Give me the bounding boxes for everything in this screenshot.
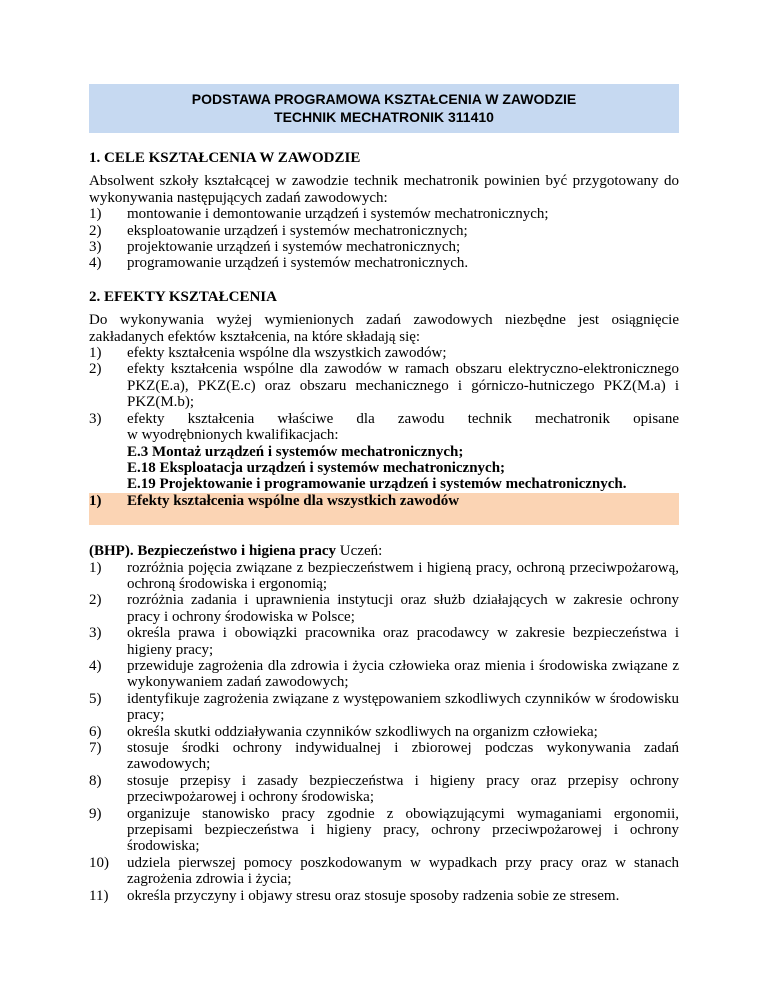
section1-list [89, 206, 679, 272]
list-item: 3) efekty kształcenia właściwe dla zawodu technik mechatronik opisane w wyodrębnionych kwalifikacjach: [89, 410, 679, 444]
list-item: 1) montowanie i demontowanie urządzeń i systemów mechatronicznych; [89, 206, 549, 223]
qualification-e18: E.18 Eksploatacja urządzeń i systemów mechatronicznych; [127, 459, 506, 476]
list-item: 9) organizuje stanowisko pracy zgodnie z obowiązującymi wymaganiami ergonomii, przepisami bezpieczeństwa i higieny pracy, ochrony przeciwpożarowej i ochrony środowiska; [89, 805, 679, 855]
list-item: 3) określa prawa i obowiązki pracownika oraz pracodawcy w zakresie bezpieczeństwa i higieny pracy; [89, 625, 679, 658]
list-item: 2) rozróżnia zadania i uprawnienia instytucji oraz służb działających w zakresie ochrony pracy i ochrony środowiska w Polsce; [89, 592, 679, 625]
list-item: 2) efekty kształcenia wspólne dla zawodów w ramach obszaru elektryczno-elektronicznego PKZ(E.a), PKZ(E.c) oraz obszaru mechanicznego i górniczo-hutniczego PKZ(M.a) i PKZ(M.b); [89, 361, 679, 411]
list-item: 10) udziela pierwszej pomocy poszkodowanym w wypadkach przy pracy oraz w stanach zagrożenia zdrowia i życia; [89, 854, 679, 888]
list-item: 6) określa skutki oddziaływania czynników szkodliwych na organizm człowieka; [89, 723, 598, 740]
header-title-line1: PODSTAWA PROGRAMOWA KSZTAŁCENIA W ZAWODZIE [191, 91, 577, 107]
list-item: 8) stosuje przepisy i zasady bezpieczeństwa i higieny pracy oraz przepisy ochrony przeciwpożarowej i ochrony środowiska; [89, 772, 679, 806]
section1-title: 1. CELE KSZTAŁCENIA W ZAWODZIE [89, 150, 361, 166]
section2-title: 2. EFEKTY KSZTAŁCENIA [89, 288, 277, 305]
list-item: 1) rozróżnia pojęcia związane z bezpieczeństwem i higieną pracy, ochroną przeciwpożarową, ochroną środowiska i ergonomią; [89, 559, 679, 592]
section2-intro: Do wykonywania wyżej wymienionych zadań zawodowych niezbędne jest osiągnięcie zakładanych efektów kształcenia, na które składają się: [89, 312, 679, 345]
section2-list [89, 345, 679, 443]
list-item: 5) identyfikuje zagrożenia związane z występowaniem szkodliwych czynników w środowisku pracy; [89, 690, 679, 724]
list-item: 11) określa przyczyny i objawy stresu oraz stosuje sposoby radzenia sobie ze stresem. [89, 887, 620, 904]
highlighted-subheading: 1) Efekty kształcenia wspólne dla wszystkich zawodów [89, 493, 679, 525]
document-page [89, 84, 679, 904]
qualification-e3: E.3 Montaż urządzeń i systemów mechatronicznych; [127, 443, 464, 460]
bhp-list [89, 560, 679, 905]
list-item: 1) efekty kształcenia wspólne dla wszystkich zawodów; [89, 345, 447, 362]
list-item: 4) programowanie urządzeń i systemów mechatronicznych. [89, 255, 469, 272]
list-item: 7) stosuje środki ochrony indywidualnej i zbiorowej podczas wykonywania zadań zawodowych; [89, 740, 679, 773]
bhp-section [89, 543, 679, 904]
list-item: 2) eksploatowanie urządzeń i systemów mechatronicznych; [89, 222, 468, 239]
qualification-e19: E.19 Projektowanie i programowanie urządzeń i systemów mechatronicznych. [127, 476, 627, 493]
list-item: 3) projektowanie urządzeń i systemów mechatronicznych; [89, 239, 461, 256]
section1-intro: Absolwent szkoły kształcącej w zawodzie technik mechatronik powinien być przygotowany do wykonywania następujących zadań zawodowych: [89, 173, 679, 206]
document-header [89, 84, 679, 133]
list-item: 4) przewiduje zagrożenia dla zdrowia i życia człowieka oraz mienia i środowiska związane z wykonywaniem zadań zawodowych; [89, 657, 679, 691]
header-title-line2: TECHNIK MECHATRONIK 311410 [274, 109, 494, 125]
bhp-heading: (BHP). Bezpieczeństwo i higiena pracy Uczeń: [89, 543, 383, 560]
